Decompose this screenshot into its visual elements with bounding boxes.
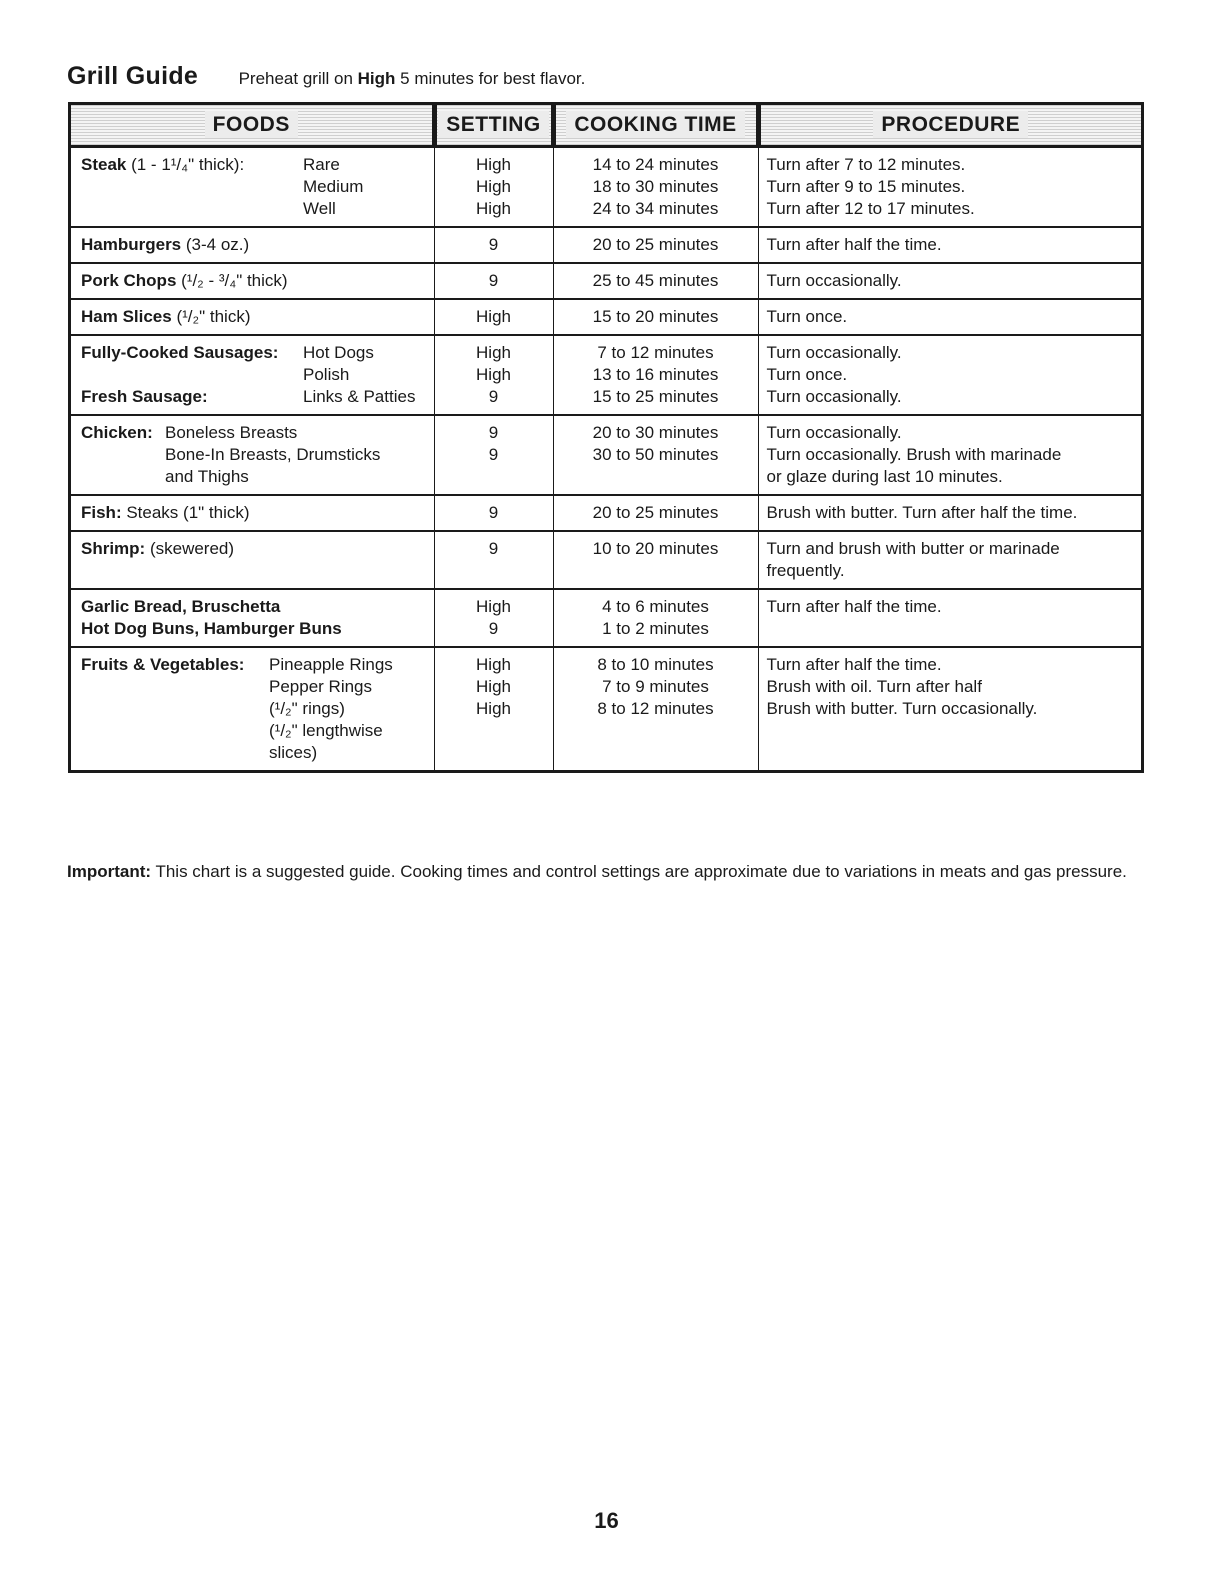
note-text: This chart is a suggested guide. Cooking times and control settings are approximate due to variations in meats and gas pressure. — [151, 862, 1127, 881]
setting-cell: 9 — [434, 263, 553, 299]
setting-cell: 9 — [434, 495, 553, 531]
table-row-chicken — [71, 415, 1141, 495]
table-row-pork-chops — [71, 263, 1141, 299]
procedure-cell: Turn once. — [758, 299, 1141, 335]
setting-cell: 9 — [434, 531, 553, 589]
procedure-cell: Turn and brush with butter or marinade frequently. — [758, 531, 1141, 589]
page-header — [67, 62, 585, 91]
important-note — [67, 861, 1147, 883]
food-cell: Hamburgers (3-4 oz.) — [71, 227, 434, 263]
time-cell: 20 to 30 minutes 30 to 50 minutes — [553, 415, 758, 495]
procedure-cell: Turn occasionally. Turn occasionally. Brush with marinade or glaze during last 10 minutes. — [758, 415, 1141, 495]
procedure-cell: Turn occasionally. Turn once. Turn occasionally. — [758, 335, 1141, 415]
food-cell: Chicken: Boneless Breasts Bone-In Breasts, Drumsticks and Thighs — [71, 415, 434, 495]
time-cell: 14 to 24 minutes 18 to 30 minutes 24 to 34 minutes — [553, 147, 758, 228]
table-row-hamburgers — [71, 227, 1141, 263]
subtitle-bold: High — [357, 69, 396, 88]
food-cell: Garlic Bread, Bruschetta Hot Dog Buns, Hamburger Buns — [71, 589, 434, 647]
procedure-cell: Turn after half the time. — [758, 589, 1141, 647]
setting-cell: High High High — [434, 647, 553, 770]
table-row-sausages — [71, 335, 1141, 415]
col-foods: FOODS — [71, 105, 434, 147]
setting-cell: High High 9 — [434, 335, 553, 415]
subtitle-pre: Preheat grill on — [238, 69, 358, 88]
procedure-cell: Turn after half the time. — [758, 227, 1141, 263]
note-label: Important: — [67, 862, 152, 881]
food-cell: Shrimp: (skewered) — [71, 531, 434, 589]
time-cell: 25 to 45 minutes — [553, 263, 758, 299]
food-cell: Fish: Steaks (1" thick) — [71, 495, 434, 531]
col-setting: SETTING — [434, 105, 553, 147]
time-cell: 8 to 10 minutes 7 to 9 minutes 8 to 12 minutes — [553, 647, 758, 770]
subtitle-post: 5 minutes for best flavor. — [395, 69, 586, 88]
col-procedure: PROCEDURE — [758, 105, 1141, 147]
food-cell: Steak (1 - 1¹/₄" thick): Rare Medium Well — [81, 155, 364, 218]
setting-cell: High High High — [434, 147, 553, 228]
header-row — [71, 105, 1141, 147]
setting-cell: 9 — [434, 227, 553, 263]
time-cell: 20 to 25 minutes — [553, 227, 758, 263]
table-row-steak — [71, 147, 1141, 228]
time-cell: 15 to 20 minutes — [553, 299, 758, 335]
table-row-ham-slices — [71, 299, 1141, 335]
procedure-cell: Turn after 7 to 12 minutes. Turn after 9 to 15 minutes. Turn after 12 to 17 minutes. — [758, 147, 1141, 228]
time-cell: 20 to 25 minutes — [553, 495, 758, 531]
page-title: Grill Guide — [67, 62, 199, 90]
grill-guide-table — [68, 102, 1144, 773]
table-row-fish — [71, 495, 1141, 531]
food-cell: Ham Slices (¹/₂" thick) — [71, 299, 434, 335]
time-cell: 4 to 6 minutes 1 to 2 minutes — [553, 589, 758, 647]
setting-cell: High 9 — [434, 589, 553, 647]
table-row-shrimp — [71, 531, 1141, 589]
table-row-bread — [71, 589, 1141, 647]
time-cell: 7 to 12 minutes 13 to 16 minutes 15 to 25 minutes — [553, 335, 758, 415]
procedure-cell: Turn occasionally. — [758, 263, 1141, 299]
procedure-cell: Turn after half the time. Brush with oil. Turn after half Brush with butter. Turn occasionally. — [758, 647, 1141, 770]
setting-cell: High — [434, 299, 553, 335]
food-cell: Fully-Cooked Sausages: Hot Dogs Polish Fresh Sausage: Links & Patties — [71, 335, 434, 415]
time-cell: 10 to 20 minutes — [553, 531, 758, 589]
procedure-cell: Brush with butter. Turn after half the time. — [758, 495, 1141, 531]
food-cell: Fruits & Vegetables: Pineapple Rings Pepper Rings (¹/₂" rings) (¹/₂" lengthwise slices) — [71, 647, 434, 770]
col-cooking-time: COOKING TIME — [553, 105, 758, 147]
page-number: 16 — [594, 1508, 619, 1533]
food-cell: Pork Chops (¹/₂ - ³/₄" thick) — [71, 263, 434, 299]
table-row-fruits-vegetables — [71, 647, 1141, 770]
setting-cell: 9 9 — [434, 415, 553, 495]
page-subtitle — [239, 69, 586, 89]
